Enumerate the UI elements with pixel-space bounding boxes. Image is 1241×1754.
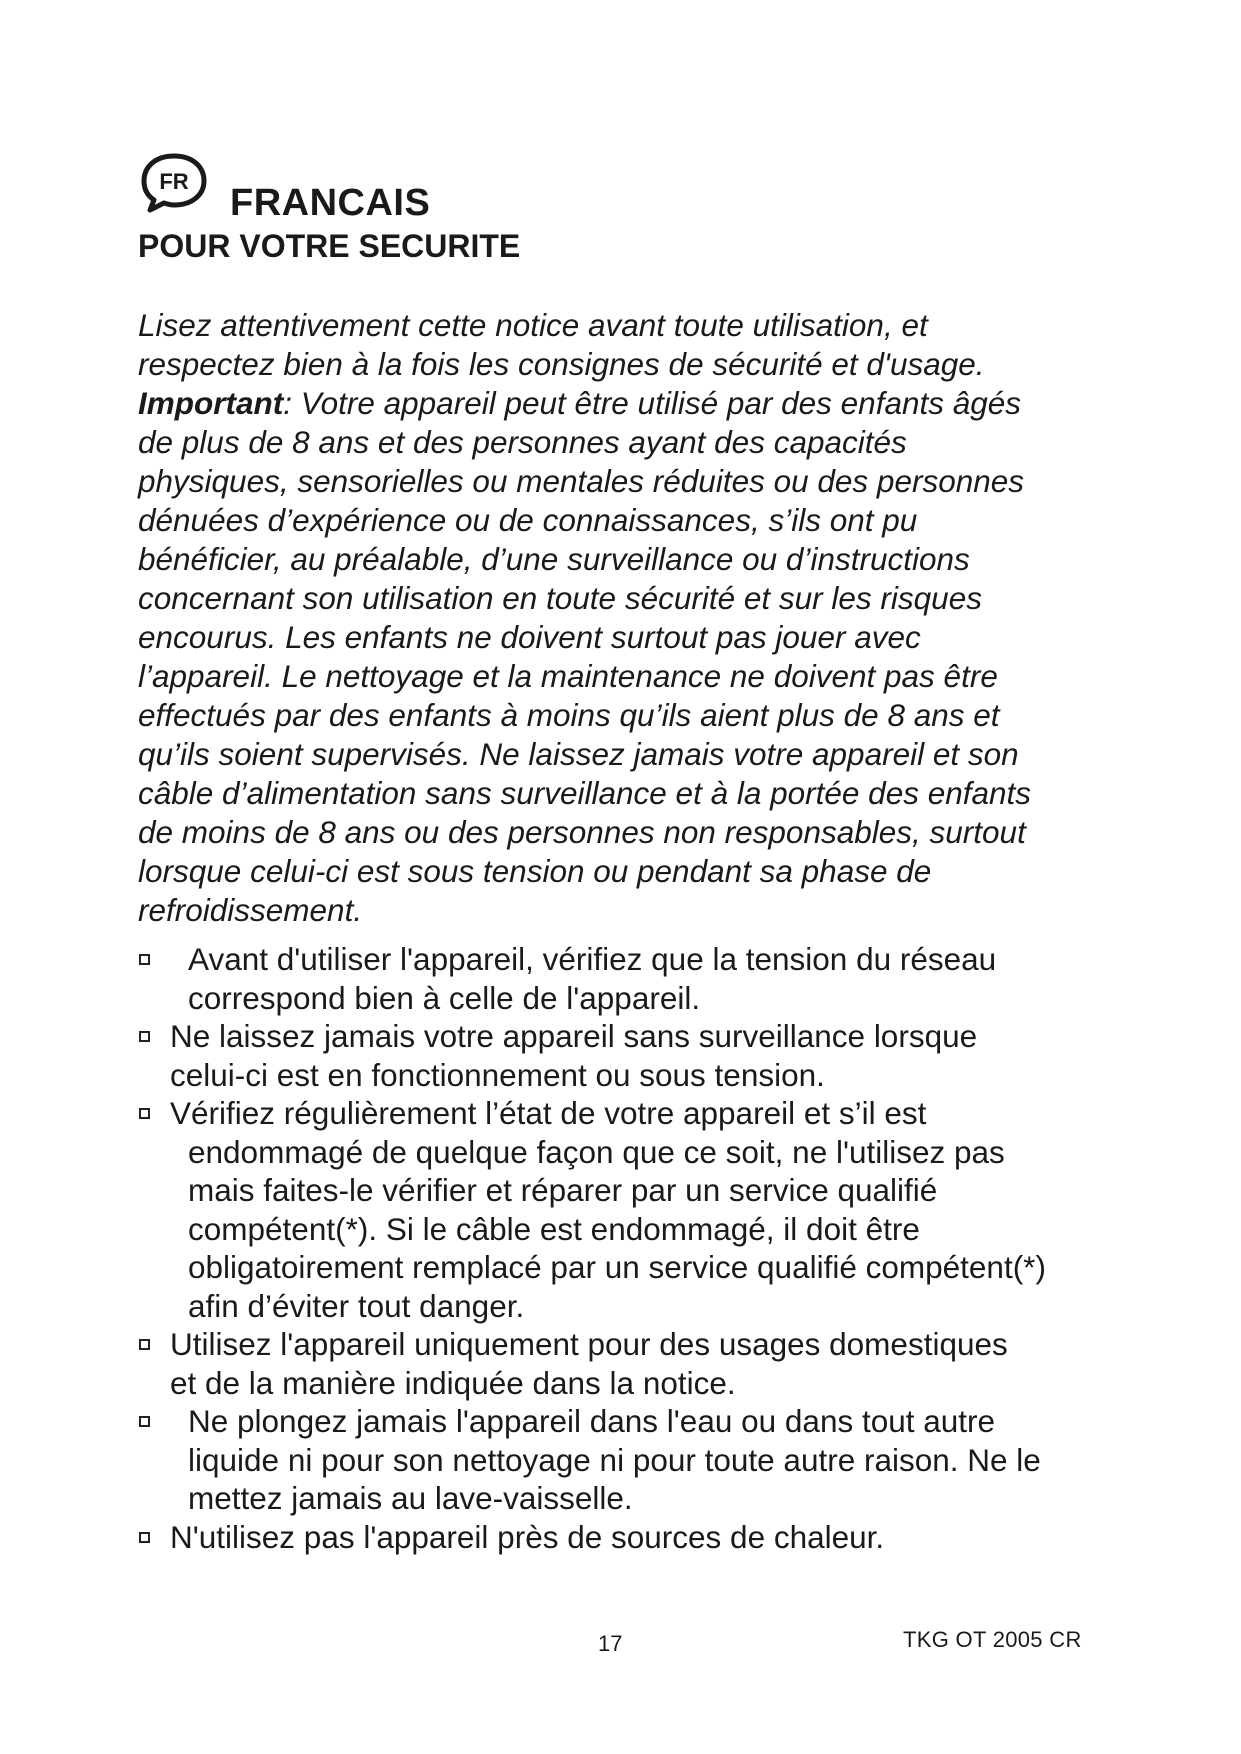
list-item xyxy=(133,1017,1133,1094)
intro-line: lorsque celui-ci est sous tension ou pendant sa phase de xyxy=(138,853,932,889)
list-item-text: endommagé de quelque façon que ce soit, ne l'utilisez pas xyxy=(188,1133,1005,1170)
intro-line: effectués par des enfants à moins qu’ils aient plus de 8 ans et xyxy=(138,697,1000,733)
list-item xyxy=(133,940,1133,1017)
intro-line: refroidissement. xyxy=(138,892,363,928)
list-item-text: Vérifiez régulièrement l’état de votre appareil et s’il est xyxy=(170,1095,927,1131)
checkbox-bullet-icon xyxy=(139,1532,150,1543)
page-title: FRANCAIS xyxy=(230,182,431,224)
badge-label: FR xyxy=(159,169,189,194)
list-item-text: Ne laissez jamais votre appareil sans surveillance lorsque xyxy=(170,1018,978,1054)
intro-line: câble d’alimentation sans surveillance et à la portée des enfants xyxy=(138,775,1032,811)
list-item-text: obligatoirement remplacé par un service qualifié compétent(*) xyxy=(188,1249,1046,1285)
list-item-text: mais faites-le vérifier et réparer par un service qualifié xyxy=(188,1172,938,1208)
list-item-text: et de la manière indiquée dans la notice. xyxy=(170,1364,736,1401)
intro-line: de plus de 8 ans et des personnes ayant des capacités xyxy=(138,424,907,460)
checkbox-bullet-icon xyxy=(139,1108,150,1119)
intro-line: respectez bien à la fois les consignes de sécurité et d'usage. xyxy=(138,346,985,382)
page-number: 17 xyxy=(598,1631,623,1656)
list-item xyxy=(133,1518,1133,1557)
intro-line: concernant son utilisation en toute sécurité et sur les risques xyxy=(138,580,982,616)
list-item-text: Avant d'utiliser l'appareil, vérifiez que la tension du réseau xyxy=(188,941,997,977)
list-item-text: N'utilisez pas l'appareil près de sources de chaleur. xyxy=(170,1518,885,1555)
list-item-text: liquide ni pour son nettoyage ni pour toute autre raison. Ne le xyxy=(188,1441,1041,1478)
intro-line: physiques, sensorielles ou mentales réduites ou des personnes xyxy=(138,463,1025,499)
list-item xyxy=(133,1402,1133,1518)
checkbox-bullet-icon xyxy=(139,1031,150,1042)
checkbox-bullet-icon xyxy=(139,1416,150,1427)
list-item-text: Ne plongez jamais l'appareil dans l'eau ou dans tout autre xyxy=(188,1403,996,1439)
section-heading: POUR VOTRE SECURITE xyxy=(138,228,521,264)
list-item-text: afin d’éviter tout danger. xyxy=(188,1287,525,1324)
intro-paragraph xyxy=(138,306,1128,930)
intro-line xyxy=(138,384,1128,423)
intro-line-text: : Votre appareil peut être utilisé par des enfants âgés xyxy=(283,385,1022,421)
list-item xyxy=(133,1094,1133,1325)
intro-line: bénéficier, au préalable, d’une surveillance ou d’instructions xyxy=(138,541,970,577)
intro-line: qu’ils soient supervisés. Ne laissez jamais votre appareil et son xyxy=(138,736,1019,772)
intro-line: l’appareil. Le nettoyage et la maintenance ne doivent pas être xyxy=(138,658,998,694)
list-item-text: compétent(*). Si le câble est endommagé, il doit être xyxy=(188,1210,920,1247)
intro-line: encourus. Les enfants ne doivent surtout pas jouer avec xyxy=(138,619,921,655)
checkbox-bullet-icon xyxy=(139,1339,150,1350)
speech-bubble-fr-icon xyxy=(138,150,210,216)
list-item-text: correspond bien à celle de l'appareil. xyxy=(188,979,701,1016)
list-item-text: mettez jamais au lave-vaisselle. xyxy=(188,1480,633,1516)
intro-line: dénuées d’expérience ou de connaissances, s’ils ont pu xyxy=(138,502,918,538)
important-label: Important xyxy=(138,385,284,421)
safety-list xyxy=(133,940,1133,1556)
checkbox-bullet-icon xyxy=(139,954,150,965)
intro-line: Lisez attentivement cette notice avant toute utilisation, et xyxy=(138,307,928,343)
list-item-text: Utilisez l'appareil uniquement pour des usages domestiques xyxy=(170,1326,1008,1362)
model-number: TKG OT 2005 CR xyxy=(903,1627,1082,1652)
list-item-text: celui-ci est en fonctionnement ou sous tension. xyxy=(170,1056,825,1093)
intro-line: de moins de 8 ans ou des personnes non responsables, surtout xyxy=(138,814,1026,850)
list-item xyxy=(133,1325,1133,1402)
